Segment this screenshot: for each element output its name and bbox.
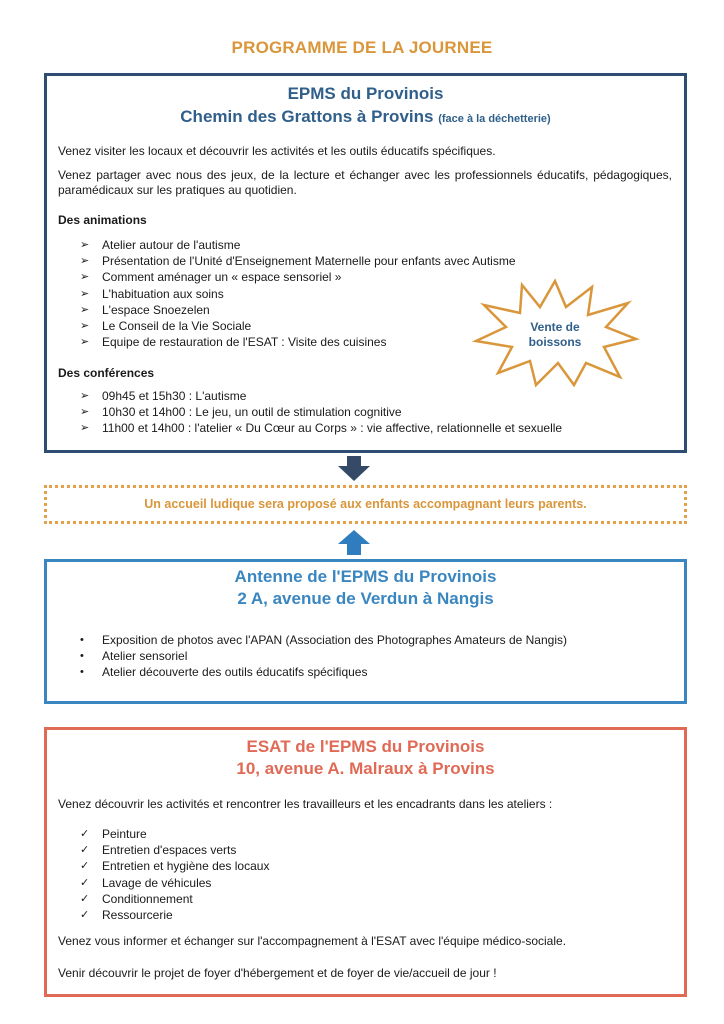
section2-address: 2 A, avenue de Verdun à Nangis	[237, 589, 494, 608]
section3-name: ESAT de l'EPMS du Provinois	[246, 737, 485, 756]
arrow-up-icon	[336, 530, 372, 556]
animations-list	[80, 237, 516, 350]
section2-list	[80, 632, 567, 681]
conferences-heading: Des conférences	[58, 366, 155, 380]
bullet-icon: •	[80, 650, 84, 663]
arrow-bullet-icon: ➢	[80, 303, 90, 316]
list-item: • Exposition de photos avec l'APAN (Association des Photographes Amateurs de Nangis)	[80, 633, 567, 647]
checkmark-icon: ✓	[80, 892, 90, 905]
section3-list	[80, 826, 269, 923]
list-item: ➢ Equipe de restauration de l'ESAT : Visite des cuisines	[80, 335, 387, 350]
arrow-bullet-icon: ➢	[80, 320, 90, 333]
list-item: ➢ L'habituation aux soins	[80, 286, 224, 301]
list-item: ➢ Atelier autour de l'autisme	[80, 238, 241, 252]
checkmark-icon: ✓	[80, 909, 90, 922]
arrow-bullet-icon: ➢	[80, 271, 90, 284]
checkmark-icon: ✓	[80, 828, 90, 840]
page-title: PROGRAMME DE LA JOURNEE	[231, 38, 493, 57]
list-item: ✓ Lavage de véhicules	[80, 875, 212, 890]
arrow-bullet-icon: ➢	[80, 255, 90, 268]
section1-address-line	[44, 107, 687, 127]
section2-name: Antenne de l'EPMS du Provinois	[234, 567, 497, 586]
section1-intro1: Venez visiter les locaux et découvrir les activités et les outils éducatifs spécifiques.	[58, 144, 496, 158]
conferences-list	[80, 388, 562, 437]
section1-address: Chemin des Grattons à Provins	[180, 107, 434, 126]
starburst-label: Vente de boissons	[528, 320, 582, 349]
section1-address-note: (face à la déchetterie)	[438, 113, 551, 125]
bullet-icon: •	[80, 634, 84, 646]
list-item: ➢ Comment aménager un « espace sensoriel »	[80, 270, 342, 285]
list-item: ➢ L'espace Snoezelen	[80, 302, 210, 317]
arrow-bullet-icon: ➢	[80, 287, 90, 300]
section3-intro: Venez découvrir les activités et rencontrer les travailleurs et les encadrants dans les ateliers :	[58, 797, 553, 811]
checkmark-icon: ✓	[80, 876, 90, 889]
list-item: • Atelier sensoriel	[80, 649, 188, 664]
animations-heading: Des animations	[58, 213, 147, 227]
list-item: ✓ Ressourcerie	[80, 908, 173, 923]
list-item: ➢ 10h30 et 14h00 : Le jeu, un outil de stimulation cognitive	[80, 405, 402, 420]
list-item: • Atelier découverte des outils éducatifs spécifiques	[80, 665, 368, 680]
section3-outro1: Venez vous informer et échanger sur l'accompagnement à l'ESAT avec l'équipe médico-sociale.	[58, 934, 567, 948]
checkmark-icon: ✓	[80, 844, 90, 857]
arrow-bullet-icon: ➢	[80, 336, 90, 349]
list-item: ➢ Le Conseil de la Vie Sociale	[80, 319, 252, 334]
welcome-banner: Un accueil ludique sera proposé aux enfants accompagnant leurs parents.	[44, 485, 687, 524]
list-item: ✓ Entretien d'espaces verts	[80, 843, 237, 858]
bullet-icon: •	[80, 666, 84, 679]
list-item: ✓ Entretien et hygiène des locaux	[80, 859, 270, 874]
list-item: ➢ 11h00 et 14h00 : l'atelier « Du Cœur au Corps » : vie affective, relationnelle et sexuelle	[80, 421, 563, 436]
arrow-bullet-icon: ➢	[80, 406, 90, 419]
list-item: ✓ Peinture	[80, 827, 147, 841]
list-item: ➢ 09h45 et 15h30 : L'autisme	[80, 389, 247, 403]
arrow-down-icon	[336, 456, 372, 482]
arrow-bullet-icon: ➢	[80, 239, 90, 251]
list-item: ✓ Conditionnement	[80, 891, 193, 906]
section3-address: 10, avenue A. Malraux à Provins	[236, 759, 495, 778]
list-item: ➢ Présentation de l'Unité d'Enseignement Maternelle pour enfants avec Autisme	[80, 254, 516, 269]
arrow-bullet-icon: ➢	[80, 390, 90, 402]
checkmark-icon: ✓	[80, 860, 90, 873]
section1-name: EPMS du Provinois	[287, 84, 444, 103]
section3-outro2: Venir découvrir le projet de foyer d'hébergement et de foyer de vie/accueil de jour !	[58, 966, 497, 980]
arrow-bullet-icon: ➢	[80, 422, 90, 435]
section1-intro2: Venez partager avec nous des jeux, de la lecture et échanger avec les professionnels éducatifs, pédagogiques, paramédicaux sur les pratiques au quotidien.	[58, 168, 672, 197]
